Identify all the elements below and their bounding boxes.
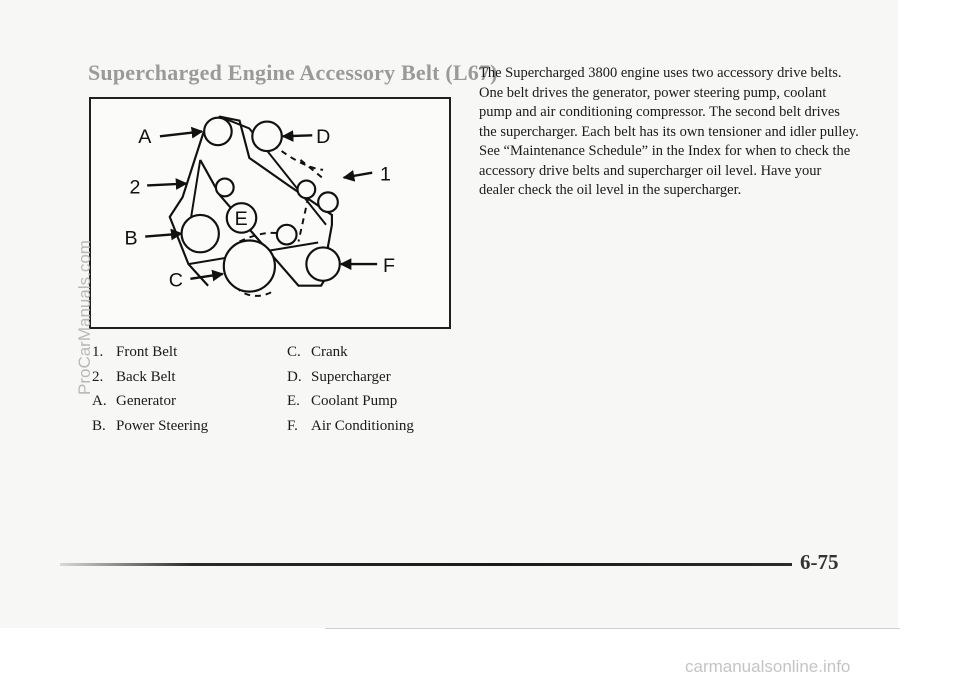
arrow-c <box>190 274 222 279</box>
label-b: B <box>124 227 138 250</box>
legend-item: D. Supercharger <box>287 368 391 385</box>
arrow-b <box>145 234 181 237</box>
pulley-generator <box>204 118 232 146</box>
arrow-d <box>283 135 312 136</box>
footer-watermark: carmanualsonline.info <box>685 657 851 676</box>
pulley-supercharger <box>252 122 281 151</box>
pulley-idler-left <box>216 179 234 197</box>
legend-item: A. Generator <box>92 393 176 409</box>
legend-item: E. Coolant Pump <box>287 393 398 409</box>
legend-column-1 <box>92 340 208 438</box>
body-paragraph: The Supercharged 3800 engine uses two accessory drive belts. One belt drives the generator, power steering pump, coolant pump and air conditioning compressor. The second belt drives the supercharger. Each belt has its own tensioner and idler pulley. See “Maintenance Schedule” in the Index for when to check the accessory drive belts and supercharger oil level. Have your dealer check the oil level in the supercharger. <box>479 65 859 198</box>
pulley-idler-lower <box>277 225 297 245</box>
label-f: F <box>383 254 396 277</box>
legend-item: B. Power Steering <box>92 417 209 434</box>
legend-item: 1. Front Belt <box>92 344 178 360</box>
legend-item: C. Crank <box>287 344 348 360</box>
belt-diagram-svg <box>91 99 449 327</box>
legend-item: F. Air Conditioning <box>287 417 414 434</box>
section-title: Supercharged Engine Accessory Belt (L67) <box>88 60 498 85</box>
pulley-air-conditioning <box>306 247 339 280</box>
pulley-idler-upper <box>298 181 316 199</box>
footer-rule <box>60 563 792 566</box>
label-1: 1 <box>380 163 392 186</box>
side-watermark: ProCarManuals.com <box>75 240 94 395</box>
pulley-tensioner <box>318 192 338 212</box>
label-e: E <box>234 207 248 230</box>
pulley-power-steering <box>182 215 219 252</box>
arrow-2 <box>147 184 186 186</box>
belt-routing-diagram <box>89 97 451 329</box>
arrow-a <box>160 131 202 136</box>
label-d: D <box>316 126 331 149</box>
label-c: C <box>168 269 183 292</box>
pulley-crank <box>224 241 275 292</box>
label-a: A <box>138 126 152 149</box>
scan-edge-line <box>325 628 900 629</box>
arrow-1 <box>344 173 373 178</box>
legend-column-2 <box>287 340 414 438</box>
label-2: 2 <box>129 176 141 199</box>
legend-item: 2. Back Belt <box>92 368 176 385</box>
page-number: 6-75 <box>800 550 839 574</box>
